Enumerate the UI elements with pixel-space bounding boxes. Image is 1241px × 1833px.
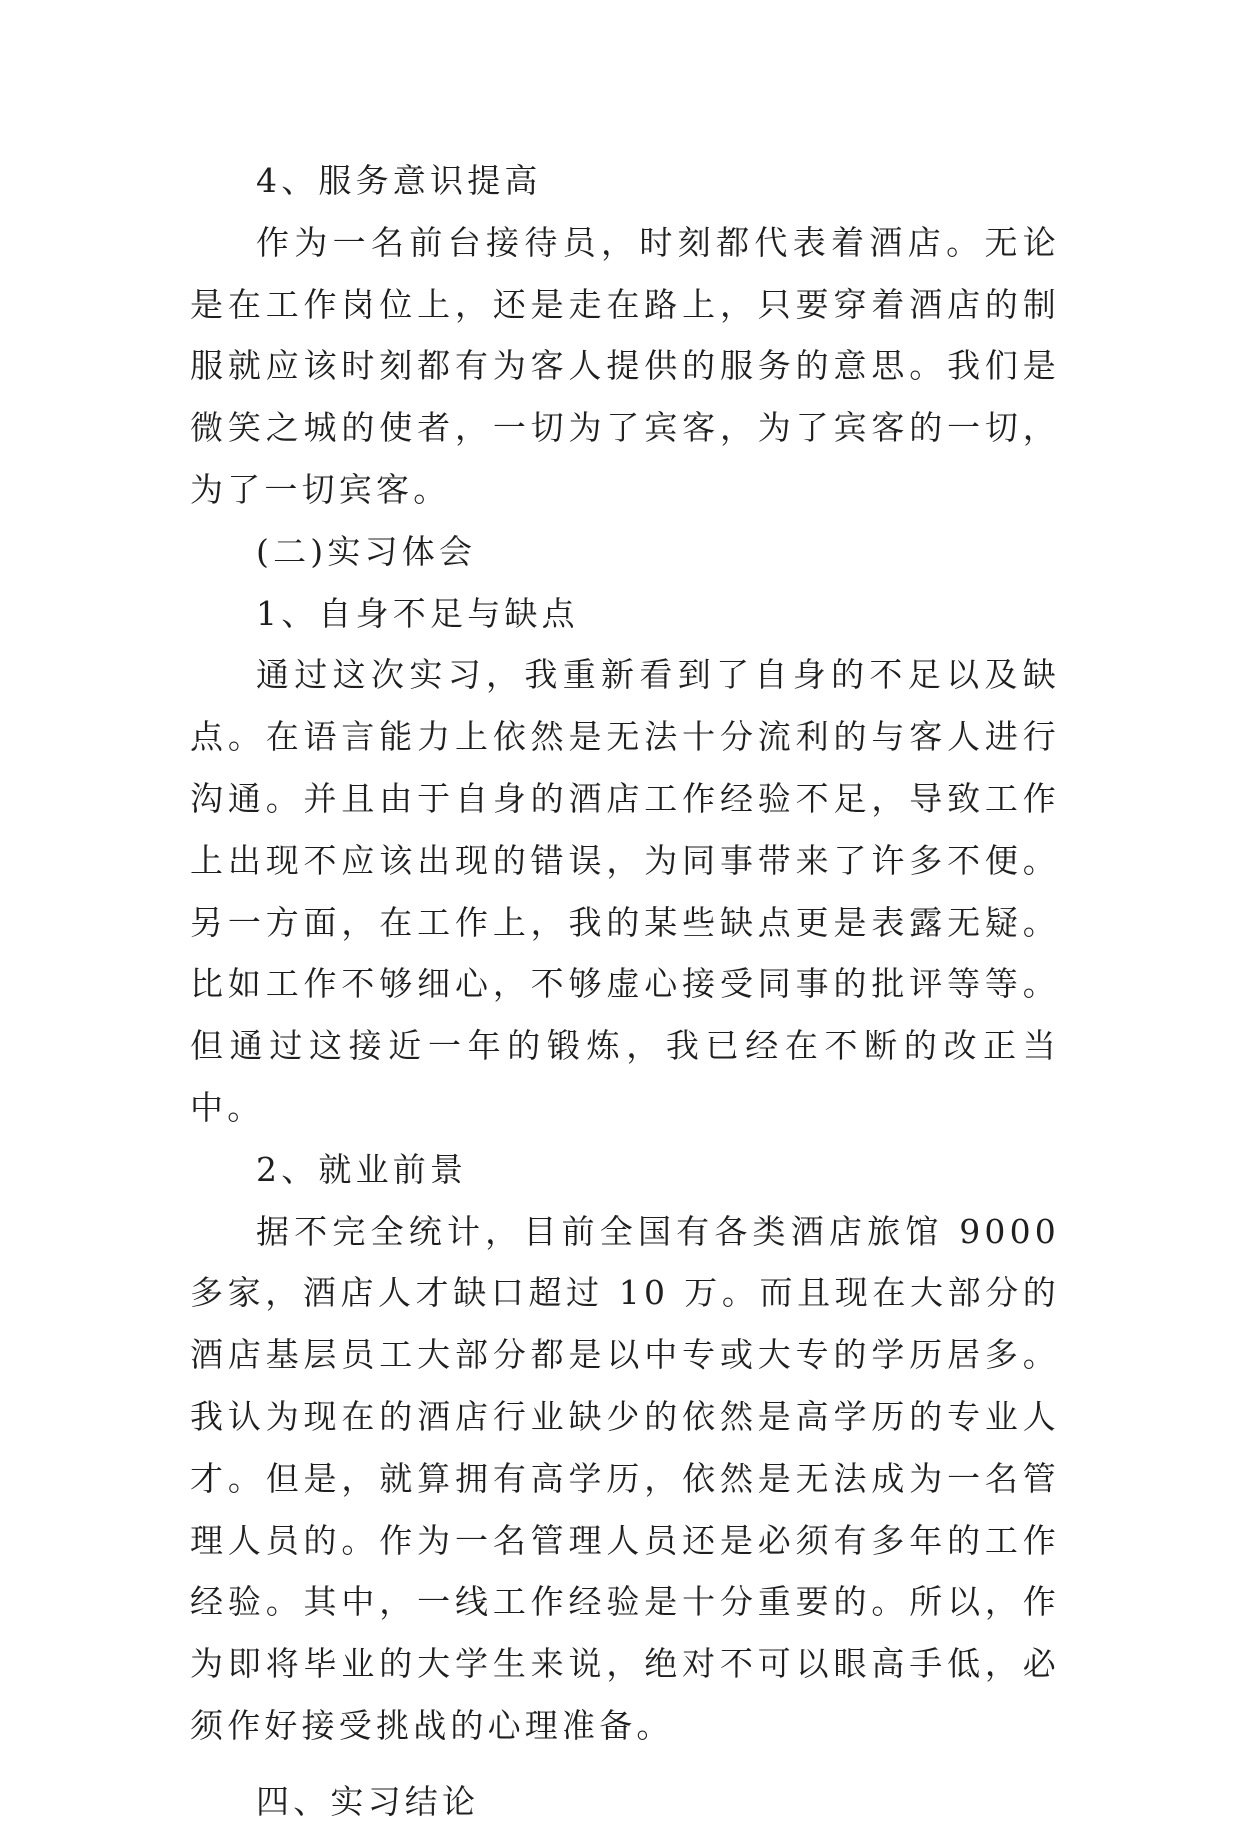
document-body (190, 150, 1060, 1833)
heading-internship-conclusion: 四、实习结论 (256, 1781, 480, 1821)
paragraph-shortcomings: 通过这次实习，我重新看到了自身的不足以及缺点。在语言能力上依然是无法十分流利的与客人进行沟通。并且由于自身的酒店工作经验不足，导致工作上出现不应该出现的错误，为同事带来了许多不便。另一方面，在工作上，我的某些缺点更是表露无疑。比如工作不够细心，不够虚心接受同事的批评等等。但通过这接近一年的锻炼，我已经在不断的改正当中。 (190, 655, 1060, 1127)
heading-employment-prospects: 2、就业前景 (256, 1149, 468, 1189)
heading-service-awareness: 4、服务意识提高 (256, 161, 542, 200)
heading-shortcomings: 1、自身不足与缺点 (256, 593, 579, 633)
paragraph-service-awareness: 作为一名前台接待员，时刻都代表着酒店。无论是在工作岗位上，还是走在路上，只要穿着酒店的制服就应该时刻都有为客人提供的服务的意思。我们是微笑之城的使者，一切为了宾客，为了宾客的一切，为了一切宾客。 (190, 222, 1060, 509)
paragraph-employment-prospects: 据不完全统计，目前全国有各类酒店旅馆 9000 多家，酒店人才缺口超过 10 万。而且现在大部分的酒店基层员工大部分都是以中专或大专的学历居多。我认为现在的酒店行业缺少的依然是高学历的专业人才。但是，就算拥有高学历，依然是无法成为一名管理人员的。作为一名管理人员还是必须有多年的工作经验。其中，一线工作经验是十分重要的。所以，作为即将毕业的大学生来说，绝对不可以眼高手低，必须作好接受挑战的心理准备。 (190, 1211, 1060, 1745)
heading-internship-experience: (二)实习体会 (256, 531, 477, 571)
